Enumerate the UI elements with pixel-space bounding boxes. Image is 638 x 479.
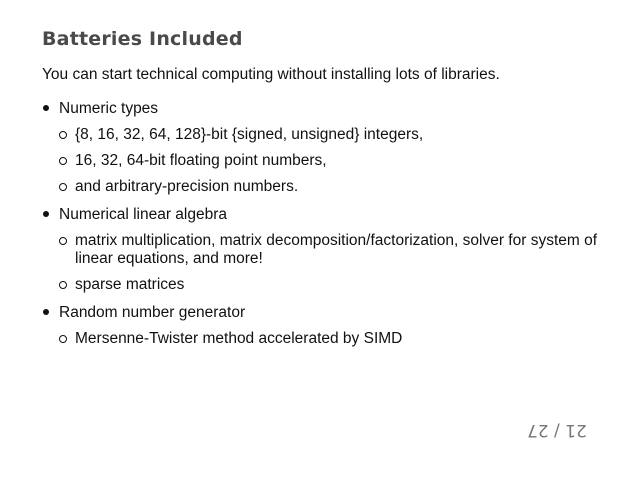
list-item-label: Numerical linear algebra: [59, 206, 227, 223]
sub-list: [59, 330, 602, 348]
sub-list-item-text: {8, 16, 32, 64, 128}-bit {signed, unsigned} integers,: [75, 126, 424, 143]
sub-list: [59, 126, 602, 196]
list-item-label: Random number generator: [59, 304, 246, 321]
list-item-label: Numeric types: [59, 100, 159, 117]
sub-list-item: [59, 232, 602, 268]
list-item-linear-algebra: [42, 204, 602, 294]
sub-list-item-text: Mersenne-Twister method accelerated by SIMD: [75, 330, 403, 347]
bullet-list: [42, 98, 602, 356]
hollow-bullet-icon: [59, 237, 67, 245]
sub-list-item: [59, 330, 602, 348]
slide-intro: You can start technical computing without installing lots of libraries.: [42, 66, 500, 83]
page-number: 21 / 27: [527, 420, 587, 440]
sub-list-item: [59, 178, 602, 196]
hollow-bullet-icon: [59, 281, 67, 289]
sub-list-item-text: 16, 32, 64-bit floating point numbers,: [75, 152, 327, 169]
hollow-bullet-icon: [59, 131, 67, 139]
sub-list-item: [59, 152, 602, 170]
sub-list-item-text: matrix multiplication, matrix decomposition/factorization, solver for system of linear equations, and more!: [75, 232, 598, 267]
bullet-icon: [43, 211, 49, 217]
hollow-bullet-icon: [59, 335, 67, 343]
slide-title: Batteries Included: [42, 28, 243, 50]
list-item-numeric-types: [42, 98, 602, 196]
sub-list-item: [59, 126, 602, 144]
sub-list: [59, 232, 602, 294]
list-item-random-number-generator: [42, 302, 602, 348]
bullet-icon: [43, 105, 49, 111]
sub-list-item-text: and arbitrary-precision numbers.: [75, 178, 299, 195]
sub-list-item: [59, 276, 602, 294]
sub-list-item-text: sparse matrices: [75, 276, 185, 293]
hollow-bullet-icon: [59, 183, 67, 191]
hollow-bullet-icon: [59, 157, 67, 165]
bullet-icon: [43, 309, 49, 315]
